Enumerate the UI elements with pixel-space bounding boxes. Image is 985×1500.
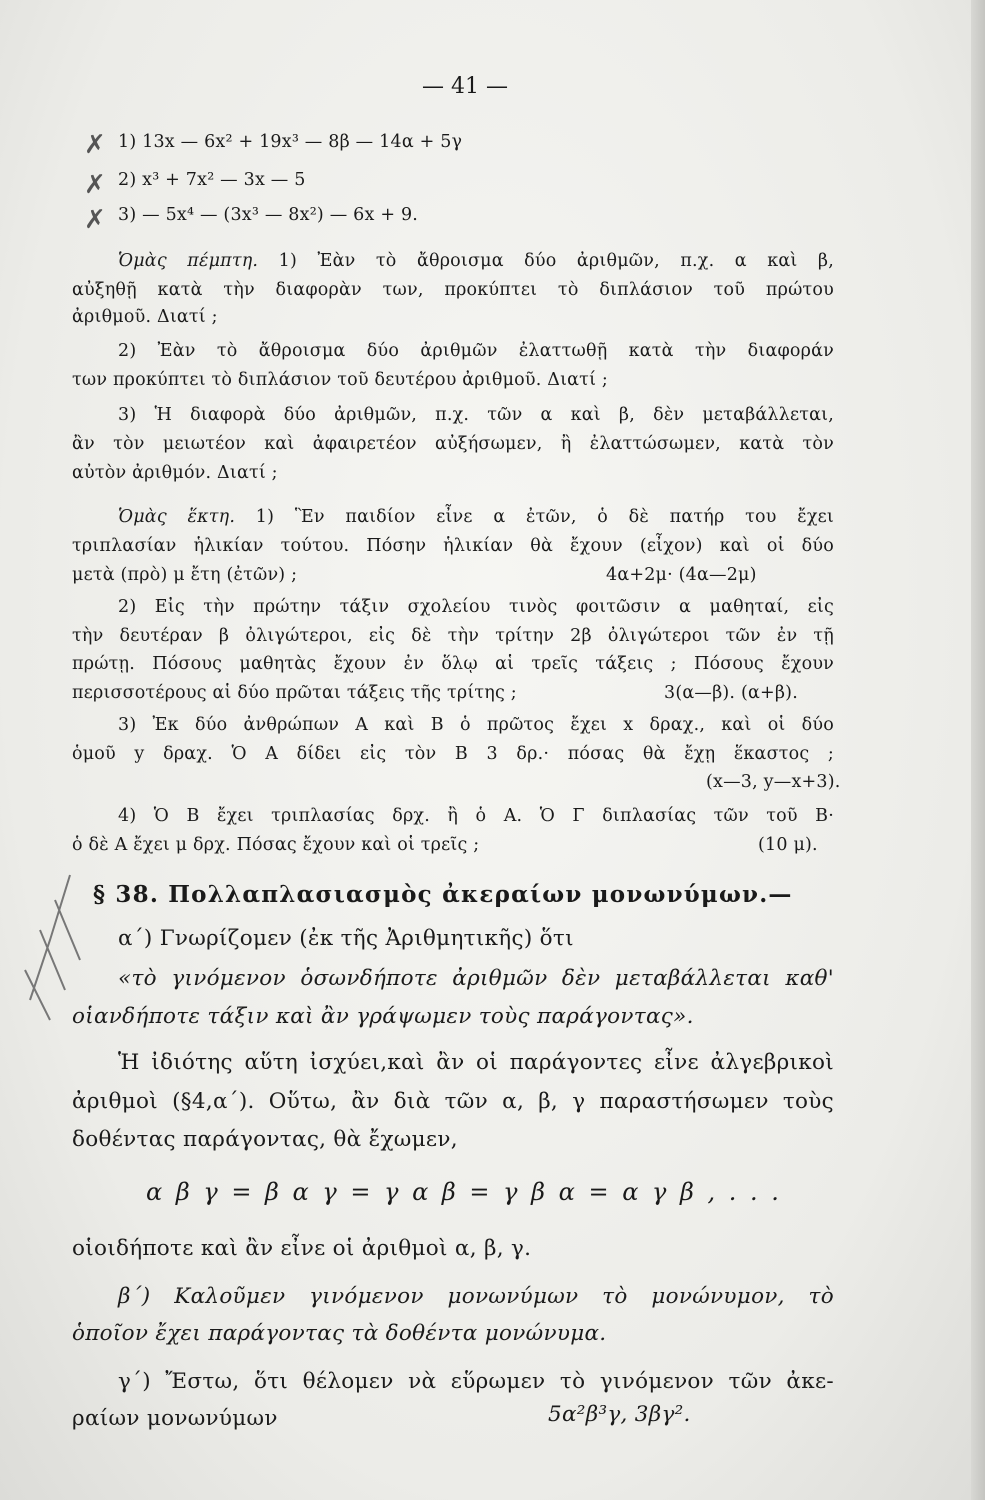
exercise-line-2: 2) x³ + 7x² — 3x — 5 [118, 170, 306, 190]
group6-p4-answer: (10 μ). [758, 835, 818, 855]
group5-p3-line2: ἂν τὸν μειωτέον καὶ ἀφαιρετέον αὐξήσωμεν, ἢ ἐλαττώσωμεν, κατὰ τὸν [72, 434, 834, 454]
group6-p2-line3: πρώτῃ. Πόσους μαθητὰς ἔχουν ἐν ὅλῳ αἱ τρεῖς τάξεις ; Πόσους ἔχουν [72, 654, 834, 674]
group6-p2-line1: 2) Εἰς τὴν πρώτην τάξιν σχολείου τινὸς φοιτῶσιν α μαθηταί, εἰς [118, 597, 834, 617]
group5-p1-line1 [118, 253, 834, 271]
section-c-monomials: 5α²β³γ, 3βγ². [548, 1402, 691, 1427]
section-title: § 38. Πολλαπλασιασμὸς ἀκεραίων μονωνύμων.— [93, 881, 793, 908]
section-p-line2: ἀριθμοὶ (§4,α΄). Οὕτω, ἂν διὰ τῶν α, β, γ παραστήσωμεν τοὺς [72, 1089, 834, 1114]
section-b-line1: β΄) Καλοῦμεν γινόμενον μονωνύμων τὸ μονώνυμον, τὸ [118, 1284, 834, 1309]
group6-p1-text: 1) Ἓν παιδίον εἶνε α ἐτῶν, ὁ δὲ πατήρ του ἔχει [255, 507, 834, 527]
section-a-quote2: οἱανδήποτε τάξιν καὶ ἂν γράψωμεν τοὺς παράγοντας». [72, 1004, 694, 1029]
group5-p1-line2: αὐξηθῇ κατὰ τὴν διαφορὰν των, προκύπτει τὸ διπλάσιον τοῦ πρώτου [72, 280, 834, 300]
section-c-line2: ραίων μονωνύμων [72, 1406, 278, 1431]
section-a-quote1: «τὸ γινόμενον ὁσωνδήποτε ἀριθμῶν δὲν μεταβάλλεται καθ' [118, 966, 834, 991]
group5-label: Ὁμὰς πέμπτη. [118, 251, 259, 271]
group6-p1-line3: μετὰ (πρὸ) μ ἔτη (ἐτῶν) ; [72, 565, 298, 585]
group6-p4-line2: ὁ δὲ Α ἔχει μ δρχ. Πόσας ἔχουν καὶ οἱ τρεῖς ; [72, 835, 480, 855]
group6-p4-line1: 4) Ὁ Β ἔχει τριπλασίας δρχ. ἢ ὁ Α. Ὁ Γ διπλασίας τῶν τοῦ Β· [118, 806, 834, 826]
section-p-line4: οἱοιδήποτε καὶ ἂν εἶνε οἱ ἀριθμοὶ α, β, γ. [72, 1236, 532, 1261]
group6-p2-answer: 3(α—β). (α+β). [664, 683, 798, 703]
group6-p1-line1 [118, 509, 834, 527]
group5-p1-line3: ἀριθμοῦ. Διατί ; [72, 307, 218, 327]
group6-p2-line4: περισσοτέρους αἱ δύο πρῶται τάξεις τῆς τρίτης ; [72, 683, 517, 703]
pencil-check-mark-1: ✗ [84, 130, 106, 160]
section-p-line1: Ἡ ἰδιότης αὕτη ἰσχύει,καὶ ἂν οἱ παράγοντες εἶνε ἀλγεβρικοὶ [118, 1050, 834, 1075]
exercise-line-3: 3) — 5x⁴ — (3x³ — 8x²) — 6x + 9. [118, 205, 419, 225]
group5-p2-line2: των προκύπτει τὸ διπλάσιον τοῦ δευτέρου ἀριθμοῦ. Διατί ; [72, 370, 608, 390]
group6-label: Ὁμὰς ἕκτη. [118, 507, 236, 527]
commutative-formula: α β γ = β α γ = γ α β = γ β α = α γ β , . . . [146, 1178, 782, 1206]
section-b-line2: ὁποῖον ἔχει παράγοντας τὰ δοθέντα μονώνυμα. [72, 1321, 607, 1346]
section-p-line3: δοθέντας παράγοντας, θὰ ἔχωμεν, [72, 1127, 458, 1152]
section-c-line1: γ΄) Ἔστω, ὅτι θέλομεν νὰ εὕρωμεν τὸ γινόμενον τῶν ἀκε- [118, 1369, 834, 1394]
group6-p3-answer: (x—3, y—x+3). [706, 772, 841, 792]
exercise-line-1: 1) 13x — 6x² + 19x³ — 8β — 14α + 5γ [118, 132, 463, 152]
group5-p3-line3: αὐτὸν ἀριθμόν. Διατί ; [72, 463, 278, 483]
group5-p3-line1: 3) Ἡ διαφορὰ δύο ἀριθμῶν, π.χ. τῶν α καὶ β, δὲν μεταβάλλεται, [118, 405, 834, 425]
group6-p1-line2: τριπλασίαν ἡλικίαν τούτου. Πόσην ἡλικίαν θὰ ἔχουν (εἶχον) καὶ οἱ δύο [72, 536, 834, 556]
pencil-check-mark-2: ✗ [84, 170, 106, 200]
section-a-line1: α΄) Γνωρίζομεν (ἐκ τῆς Ἀριθμητικῆς) ὅτι [118, 926, 574, 951]
group6-p3-line2: ὁμοῦ y δραχ. Ὁ Α δίδει εἰς τὸν Β 3 δρ.· πόσας θὰ ἔχῃ ἕκαστος ; [72, 744, 834, 764]
group5-p2-line1: 2) Ἐὰν τὸ ἄθροισμα δύο ἀριθμῶν ἐλαττωθῇ κατὰ τὴν διαφοράν [118, 341, 834, 361]
page-edge-shadow [971, 0, 985, 1500]
group5-p1-text: 1) Ἐὰν τὸ ἄθροισμα δύο ἀριθμῶν, π.χ. α καὶ β, [278, 251, 834, 271]
group6-p3-line1: 3) Ἐκ δύο ἀνθρώπων Α καὶ Β ὁ πρῶτος ἔχει x δραχ., καὶ οἱ δύο [118, 715, 834, 735]
pencil-check-mark-3: ✗ [84, 205, 106, 235]
page-number: — 41 — [422, 74, 508, 99]
group6-p1-answer: 4α+2μ· (4α—2μ) [606, 565, 757, 585]
group6-p2-line2: τὴν δευτέραν β ὀλιγώτεροι, εἰς δὲ τὴν τρίτην 2β ὀλιγώτεροι τῶν ἐν τῇ [72, 626, 834, 646]
